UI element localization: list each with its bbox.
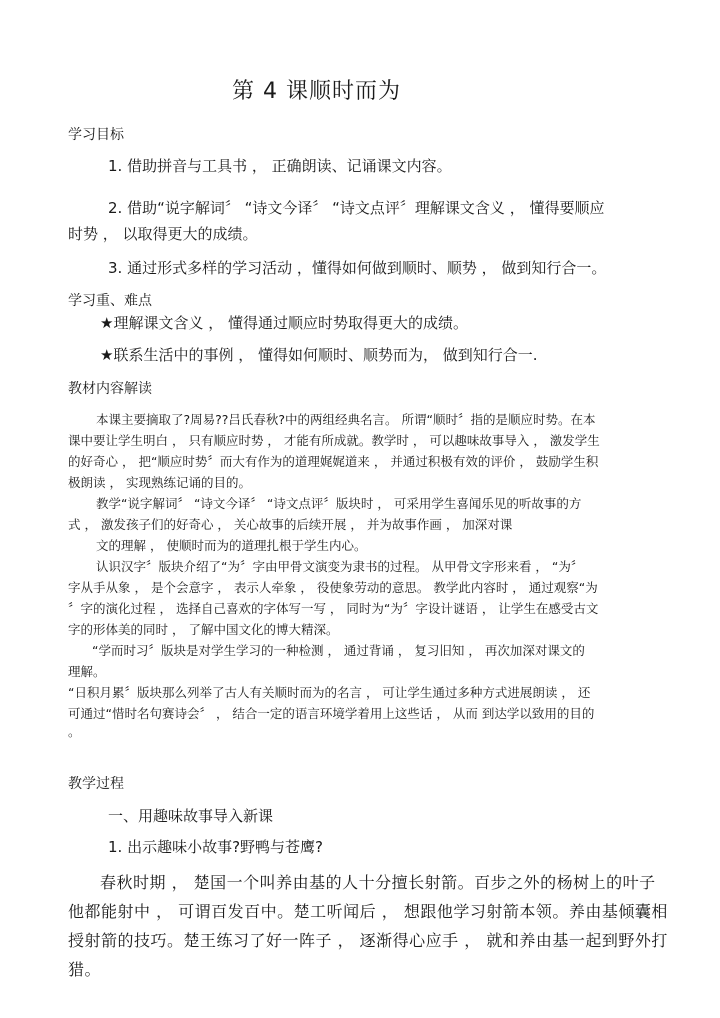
analysis-line: 。 bbox=[68, 724, 81, 739]
analysis-line: 的好奇心 ， 把“顺应时势〞而大有作为的道理娓娓道来 ， 并通过积极有效的评价 ， 鼓励学生积 bbox=[68, 454, 599, 469]
analysis-line: 文的理解 ， 使顺时而为的道理扎根于学生内心。 bbox=[96, 538, 367, 553]
analysis-line: 字的形体美的同时 ， 了解中国文化的博大精深。 bbox=[68, 622, 339, 637]
analysis-line: 教学“说字解词〞 “诗文今译〞 “诗文点评〞版块时 ， 可采用学生喜闻乐见的听故事的方 bbox=[96, 496, 582, 511]
analysis-line: 〞字的演化过程 ， 选择自己喜欢的字体写一写 ， 同时为“为〞字设计谜语 ， 让学生在感受古文 bbox=[68, 601, 599, 616]
process-heading: 教学过程 bbox=[68, 776, 124, 792]
story-line: 他都能射中 ， 可谓百发百中。楚工听闻后 ， 想跟他学习射箭本领。养由基倾囊相 bbox=[68, 902, 668, 921]
process-step-1: 1. 出示趣味小故事?野鸭与苍鹰? bbox=[108, 838, 324, 856]
analysis-line: 字从手从象 ， 是个会意字 ， 表示人牵象 ， 役使象劳动的意思。 教学此内容时 ， 通过观察“为 bbox=[68, 580, 598, 595]
analysis-line: 极朗读 ， 实现熟练记诵的目的。 bbox=[68, 475, 251, 490]
goal-item-2-line-2: 时势 ， 以取得更大的成绩。 bbox=[68, 225, 258, 243]
goal-item-2-line-1: 2. 借助“说字解词〞 “诗文今译〞 “诗文点评〞理解课文含义 ， 懂得要顺应 bbox=[108, 199, 605, 217]
keypoint-item-1: ★理解课文含义 ， 懂得通过顺应时势取得更大的成绩。 bbox=[100, 314, 468, 332]
story-line: 春秋时期 ， 楚国一个叫养由基的人十分擅长射箭。百步之外的杨树上的叶子 bbox=[100, 873, 656, 892]
process-section-1: 一、用趣味故事导入新课 bbox=[108, 807, 274, 825]
goal-item-3: 3. 通过形式多样的学习活动 ，懂得如何做到顺时、顺势 ， 做到知行合一。 bbox=[108, 259, 607, 277]
analysis-line: “日积月累〞版块那么列举了古人有关顺时而为的名言 ， 可让学生通过多种方式进展朗读 ， 还 bbox=[68, 685, 591, 700]
goals-heading: 学习目标 bbox=[68, 127, 124, 143]
analysis-line: 可通过“惜时名句赛诗会〞 ， 结合一定的语言环境学着用上这些话 ， 从而 到达学以致用的目的 bbox=[68, 706, 595, 721]
keypoints-heading: 学习重、难点 bbox=[68, 293, 152, 309]
story-line: 授射箭的技巧。楚王练习了好一阵子 ， 逐渐得心应手 ， 就和养由基一起到野外打 bbox=[68, 931, 668, 950]
goal-item-1: 1. 借助拼音与工具书 ， 正确朗读、记诵课文内容。 bbox=[108, 157, 452, 175]
keypoint-item-2: ★联系生活中的事例 ， 懂得如何顺时、顺势而为， 做到知行合一. bbox=[100, 346, 538, 364]
analysis-line: 式 ， 激发孩子们的好奇心 ， 关心故事的后续开展 ， 并为故事作画 ， 加深对课 bbox=[68, 517, 513, 532]
analysis-line: 课中要让学生明白 ， 只有顺应时势 ， 才能有所成就。教学时 ， 可以趣味故事导入 ， 激发学生 bbox=[68, 433, 600, 448]
analysis-line: 本课主要摘取了?周易??吕氏春秋?中的两组经典名言。 所谓“顺时〞指的是顺应时势。在本 bbox=[96, 412, 596, 427]
analysis-line: 理解。 bbox=[68, 664, 106, 679]
page-title: 第 4 课顺时而为 bbox=[232, 79, 401, 104]
analysis-heading: 教材内容解读 bbox=[68, 381, 152, 397]
analysis-line: 认识汉字〞版块介绍了“为〞字由甲骨文演变为隶书的过程。 从甲骨文字形来看 ， “为〞 bbox=[96, 559, 584, 574]
analysis-line: “学而时习〞版块是对学生学习的一种检测 ， 通过背诵 ， 复习旧知 ， 再次加深对课文的 bbox=[92, 643, 585, 658]
story-line: 猎。 bbox=[68, 960, 102, 979]
